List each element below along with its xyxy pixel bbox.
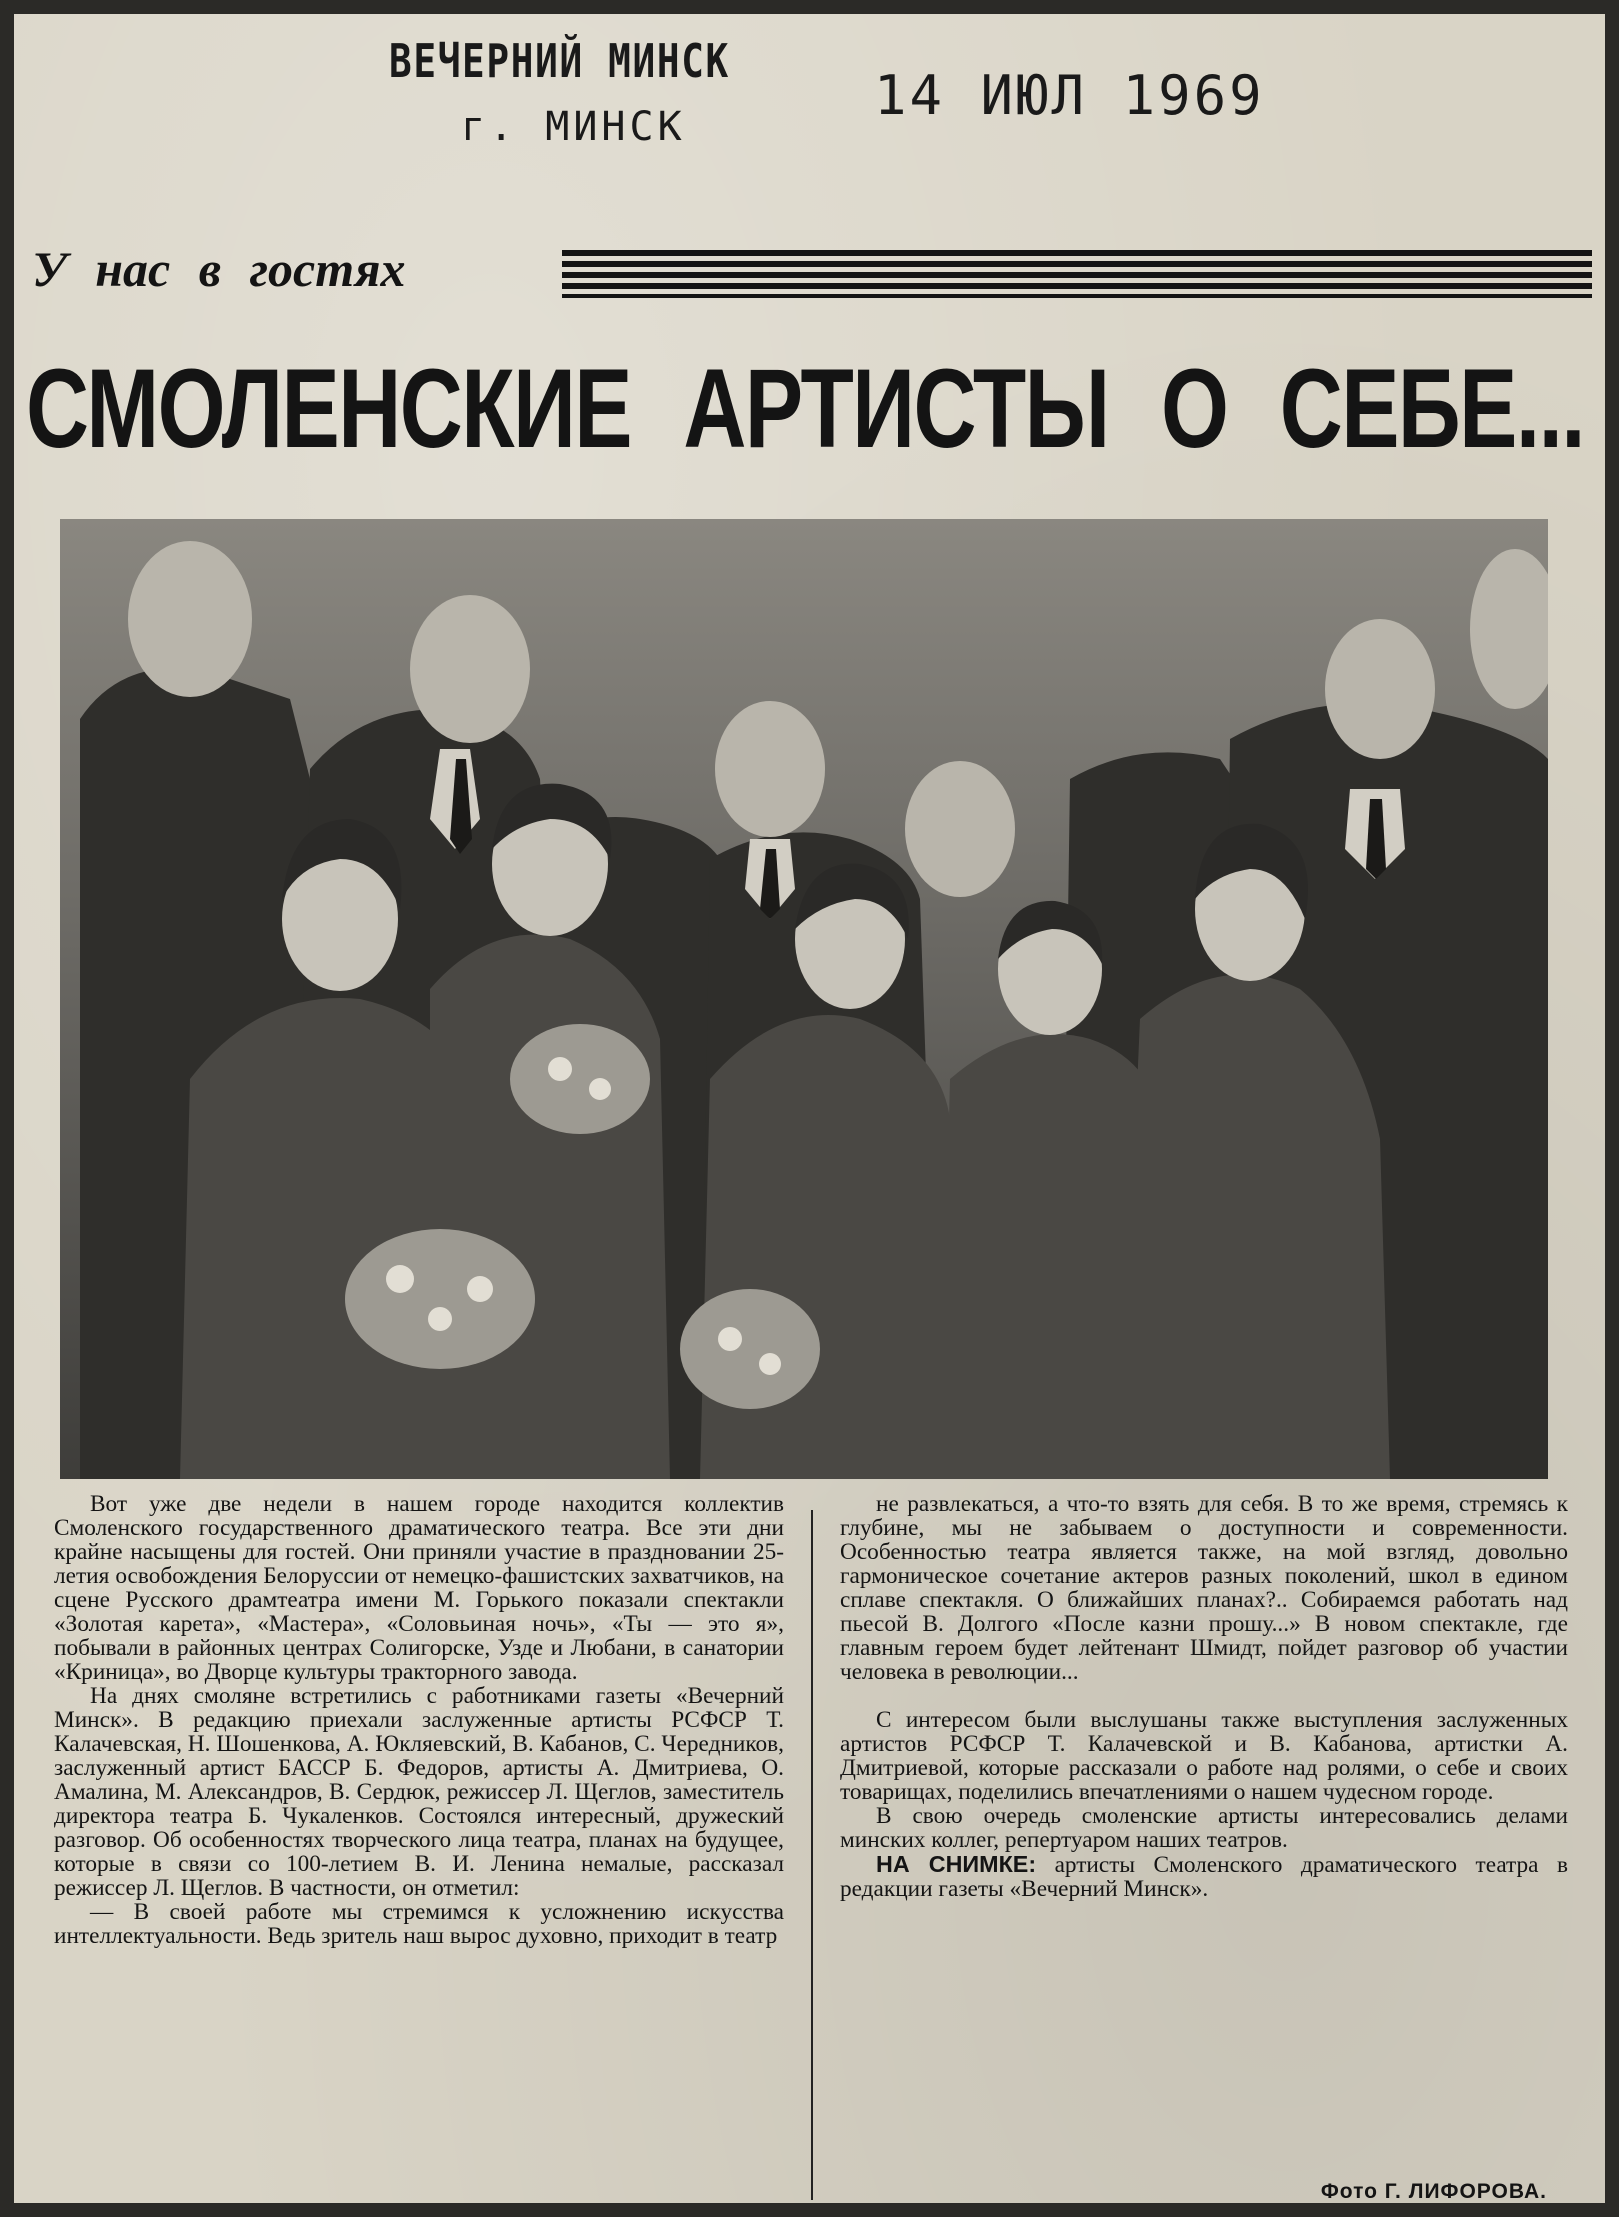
photo-caption xyxy=(840,1852,1568,1901)
group-photo xyxy=(60,519,1548,1479)
column-divider xyxy=(811,1510,813,2200)
stamp-date: 14 ИЮЛ 1969 xyxy=(874,64,1265,127)
article-paragraph: В свою очередь смоленские артисты интересовались делами минских коллег, репертуаром наших театров. xyxy=(840,1803,1568,1853)
caption-text: артисты Смоленского драматического театра в редакции газеты «Вечерний Минск». xyxy=(840,1852,1568,1902)
caption-lead: НА СНИМКЕ: xyxy=(876,1851,1037,1877)
rubric-rule xyxy=(562,250,1592,298)
newspaper-clipping xyxy=(14,14,1605,2203)
article-paragraph: Вот уже две недели в нашем городе находится коллектив Смоленского государственного драматического театра. Все эти дни крайне насыщены для гостей. Они приняли участие в праздновании 25-летия освобождения Белоруссии от немецко-фашистских захватчиков, на сцене Русского драмтеатра имени М. Горького показали спектакли «Золотая карета», «Мастера», «Соловьиная ночь», «Ты — это я», побывали в районных центрах Солигорске, Узде и Любани, в санатории «Криница», во Дворце культуры тракторного завода. xyxy=(54,1491,784,1685)
article-paragraph: С интересом были выслушаны также выступления заслуженных артистов РСФСР Т. Калачевской и В. Кабанова, артистки А. Дмитриевой, которые рассказали о работе над ролями, о себе и своих товарищах, поделились впечатлениями о нашем чудесном городе. xyxy=(840,1707,1568,1805)
article-column-2 xyxy=(840,1492,1568,1901)
group-photo-illustration xyxy=(60,519,1548,1479)
stamp-newspaper-name: ВЕЧЕРНИЙ МИНСК xyxy=(389,34,730,88)
article-paragraph: не развлекаться, а что-то взять для себя. В то же время, стремясь к глубине, мы не забываем о доступности и современности. Особенностью театра является также, на мой взгляд, довольно гармоническое сочетание актеров разных поколений, школ в едином сплаве спектакля. О ближайших планах?.. Собираемся работать над пьесой В. Долгого «После казни прошу...» В новом спектакле, где главным героем будет лейтенант Шмидт, пойдет разговор об участии человека в революции... xyxy=(840,1491,1568,1685)
article-column-1 xyxy=(54,1492,784,1948)
rubric: У нас в гостях xyxy=(32,241,406,297)
stamp-city: г. МИНСК xyxy=(461,104,686,150)
article-paragraph: На днях смоляне встретились с работниками газеты «Вечерний Минск». В редакцию приехали заслуженные артисты РСФСР Т. Калачевская, Н. Шошенкова, А. Юкляевский, В. Кабанов, С. Чередников, заслуженный артист БАССР Б. Федоров, артисты А. Дмитриева, О. Амалина, М. Александров, В. Сердюк, режиссер Л. Щеглов, заместитель директора театра Б. Чукаленков. Состоялся интересный, дружеский разговор. Об особенностях творческого лица театра, планах на будущее, которые в связи со 100-летием В. И. Ленина немалые, рассказал режиссер Л. Щеглов. В частности, он отметил: xyxy=(54,1683,784,1901)
headline: СМОЛЕНСКИЕ АРТИСТЫ О СЕБЕ... xyxy=(26,346,1585,471)
photo-credit: Фото Г. ЛИФОРОВА. xyxy=(1320,2180,1547,2203)
article-paragraph: — В своей работе мы стремимся к усложнению искусства интеллектуальности. Ведь зритель наш вырос духовно, приходит в театр xyxy=(54,1899,784,1949)
